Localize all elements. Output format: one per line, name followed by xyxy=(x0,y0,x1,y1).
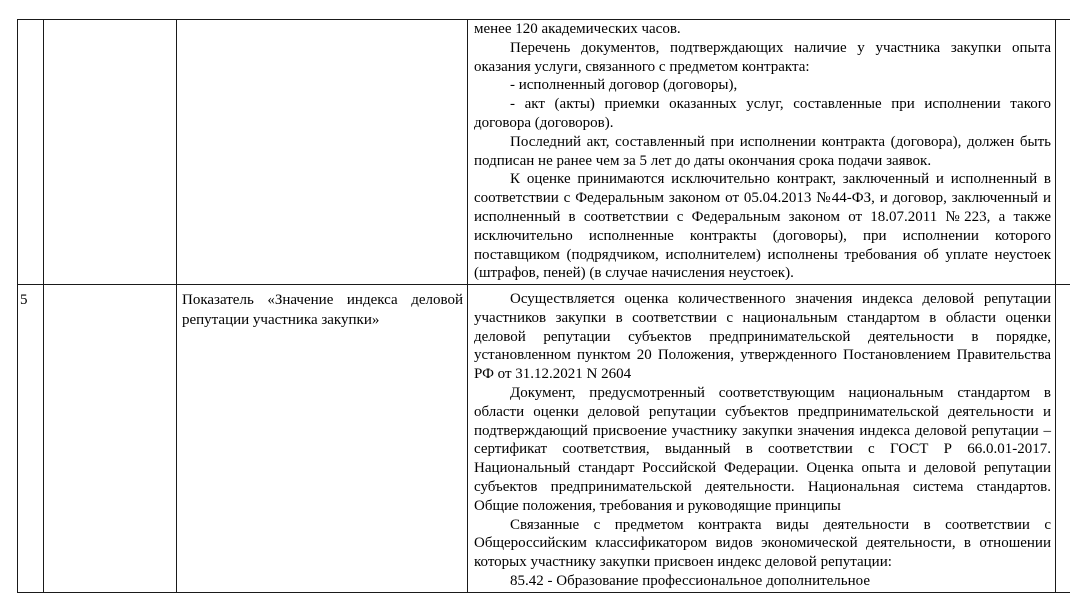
table-row-divider xyxy=(17,284,1070,285)
table-border-right xyxy=(1055,19,1056,593)
table-border-bottom xyxy=(17,592,1070,593)
paragraph: Перечень документов, подтверждающих наличие у участника закупки опыта оказания услуги, связанного с предметом контракта: xyxy=(474,39,1051,75)
table-border-left xyxy=(17,19,18,593)
paragraph: - акт (акты) приемки оказанных услуг, составленные при исполнении такого договора (договоров). xyxy=(474,96,1051,131)
row2-number-cell: 5 xyxy=(20,292,28,308)
paragraph: - исполненный договор (договоры), xyxy=(510,77,738,94)
paragraph: Связанные с предметом контракта виды деятельности в соответствии с Общероссийским классификатором видов экономической деятельности, в отношении которых участнику закупки присвоен индекс деловой репутации: xyxy=(474,516,1051,571)
row2-description-cell xyxy=(474,290,1051,592)
paragraph: Последний акт, составленный при исполнении контракта (договора), должен быть подписан не ранее чем за 5 лет до даты окончания срока подачи заявок. xyxy=(474,133,1051,169)
paragraph: 85.42 - Образование профессиональное дополнительное xyxy=(510,572,870,589)
paragraph: Документ, предусмотренный соответствующим национальным стандартом в области оценки деловой репутации субъектов предпринимательской деятельности и подтверждающий присвоение участнику закупки значения индекса деловой репутации – сертификат соответствия, выданный в соответствии с ГОСТ Р 66.0.01-2017. Национальный стандарт Российской Федерации. Оценка опыта и деловой репутации субъектов предпринимательской деятельности. Национальная система стандартов. Общие положения, требования и руководящие принципы xyxy=(474,384,1051,514)
paragraph: менее 120 академических часов. xyxy=(474,21,681,37)
paragraph: К оценке принимаются исключительно контракт, заключенный и исполненный в соответствии с Федеральным законом от 05.04.2013 №44-ФЗ, и договор, заключенный и исполненный в соответствии с Федеральным законом от 18.07.2011 №223, а также исключительно исполненные контракты (договоры), при исполнении которого поставщиком (подрядчиком, исполнителем) исполнены требования об уплате неустоек (штрафов, пеней) (в случае начисления неустоек). xyxy=(474,171,1051,282)
row2-indicator-cell: Показатель «Значение индекса деловой репутации участника закупки» xyxy=(182,292,463,328)
table-gridline-col2 xyxy=(176,19,177,593)
row1-description-cell xyxy=(474,20,1051,284)
paragraph: Осуществляется оценка количественного значения индекса деловой репутации участников закупки в соответствии с национальным стандартом в области оценки деловой репутации субъектов предпринимательской деятельности в порядке, установленном пунктом 20 Положения, утвержденного Постановлением Правительства РФ от 31.12.2021 N 2604 xyxy=(474,291,1051,383)
table-gridline-col3 xyxy=(467,19,468,593)
table-gridline-col1 xyxy=(43,19,44,593)
